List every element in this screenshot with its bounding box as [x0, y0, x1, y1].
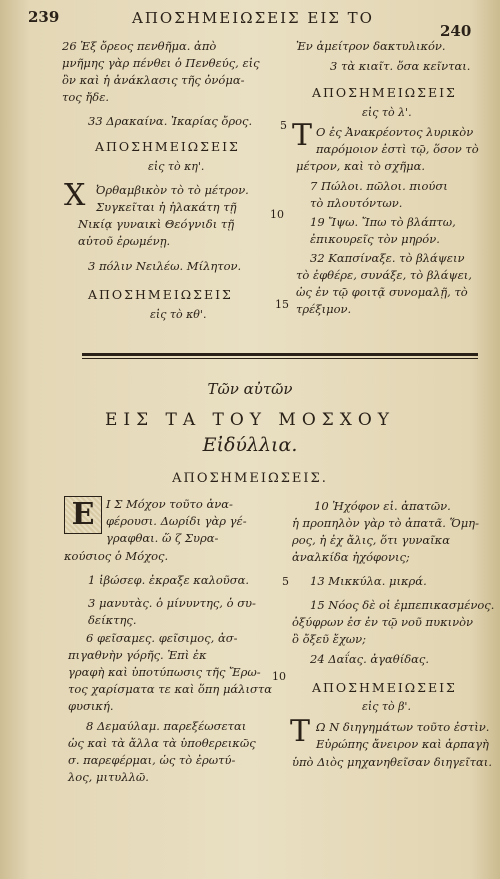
note-intro-lines: Ὀρθαμβικὸν τὸ τὸ μέτρον. Συγκεῖται ἡ ἠλακάτη τῇ	[96, 183, 249, 214]
section-heading: ΑΠΟΣΗΜΕΙΩΣΕΙΣ.	[172, 471, 328, 486]
section-heading: ΑΠΟΣΗΜΕΙΩΣΕΙΣ	[95, 139, 240, 154]
note-intro-cont: κούσιος ὁ Μόχος.	[64, 549, 169, 563]
note-3: 3 μανυτὰς. ὁ μίνυντης, ὁ συ- δείκτης.	[88, 596, 256, 627]
section-subheading: εἰς τὸ β'.	[362, 700, 411, 713]
note-15: 15 Νόος δὲ οἱ ἐμπεπικασμένος. ὀξύφρων ἐσ ἐν τῷ νοῦ πυκινὸν ὃ ὄξεῦ ἔχων;	[292, 598, 495, 646]
note-1: 1 ἰβώσεφ. ἐκραξε καλοῦσα.	[88, 573, 250, 587]
note-intro-right-cont: μέτρον, καὶ τὸ σχῆμα.	[296, 159, 426, 173]
note-intro-lines: Ι Σ Μόχον τοῦτο ἀνα- φέρουσι. Δωρίδι γὰρ γέ- γραφθαι. ὥ ζ Συρα-	[106, 497, 247, 545]
note-line: Ἐν ἀμείτρον δακτυλικόν.	[296, 39, 446, 53]
note-13: 13 Μικκύλα. μικρά.	[310, 574, 427, 588]
drop-cap: Τ	[292, 118, 313, 153]
note-intro-cont: Νικίᾳ γυναικὶ Θεόγνιδι τῇ αὐτοῦ ἐρωμένῃ.	[78, 217, 235, 248]
drop-cap: Τ	[290, 714, 311, 749]
note-intro-right: Ο ἐς Ἀνακρέοντος λυρικὸν παρόμοιον ἐστὶ τῷ, ὅσον τὸ	[316, 125, 479, 156]
running-head: ΑΠΟΣΗΜΕΙΩΣΕΙΣ ΕΙΣ ΤΟ	[132, 9, 374, 27]
section-label: Τῶν αὐτῶν	[207, 380, 293, 398]
separator-rule	[82, 358, 478, 359]
drop-cap: Χ	[64, 178, 86, 213]
note-24: 24 Δαΐας. ἀγαθίδας.	[310, 652, 430, 666]
section-subheading: εἰς τὸ κη'.	[148, 160, 205, 173]
note-7: 7 Πώλοι. πῶλοι. πιούσι τὸ πλουτόντων.	[310, 179, 448, 210]
note-3: 3 πόλιν Νειλέω. Μίλητον.	[88, 259, 242, 273]
note-32: 32 Καπσίναξε. τὸ βλάψειν τὸ ἐφθέρε, συνάξε, τὸ βλάψει, ὡς ἐν τῷ φοιτᾷ συνομαλῇ, τὸ τρέξιμον.	[296, 251, 472, 316]
section-title: ΕΙΣ ΤΑ ΤΟΥ ΜΟΣΧΟΥ	[104, 410, 396, 430]
section-heading: ΑΠΟΣΗΜΕΙΩΣΕΙΣ	[312, 680, 457, 695]
note-26: 26 Ἐξ ὄρεος πενθῆμα. ἀπὸ μνῆμης γὰρ πένθει ὁ Πενθεύς, εἰς ὃν καὶ ἡ ἀνάκλασις τῆς ὀνόμα- τος ἤδε.	[62, 39, 260, 104]
note-8: 8 Δεμαύλαμ. παρεξέωσεται ὡς καὶ τὰ ἄλλα τὰ ὑποθερεικῶς σ. παρεφέρμαι, ὡς τὸ ἐρωτύ- λος, μιτυλλῶ.	[68, 719, 256, 784]
note-intro-cont: ὑπὸ Διὸς μηχανηθεῖσαν διηγεῖται.	[292, 755, 492, 769]
ornamental-drop-cap: Ε	[64, 496, 102, 534]
page-number-left: 239	[28, 8, 60, 26]
section-heading: ΑΠΟΣΗΜΕΙΩΣΕΙΣ	[312, 85, 457, 100]
section-subheading: εἰς τὸ κθ'.	[150, 308, 207, 321]
line-number: 5	[282, 575, 289, 588]
section-subheading: εἰς τὸ λ'.	[362, 106, 412, 119]
section-subtitle: Εἰδύλλια.	[202, 434, 298, 456]
note-10: 10 Ἠχόφον εἰ. ἀπατῶν. ἡ προπηλὸν γὰρ τὸ ἀπατᾶ. Ὅμη- ρος, ἡ ἐχ ἄλις, ὅτι γυναῖκα ἀναλκίδα ἠχόφονις;	[292, 499, 479, 564]
line-number: 5	[280, 119, 287, 132]
note-19: 19 Ἴψω. Ἴπω τὸ βλάπτω, ἐπικουρεῖς τὸν μηρόν.	[310, 215, 456, 246]
line-number: 10	[270, 208, 284, 221]
line-number: 15	[275, 298, 289, 311]
page-number-right: 240	[440, 22, 472, 40]
section-heading: ΑΠΟΣΗΜΕΙΩΣΕΙΣ	[88, 287, 233, 302]
note-3-right: 3 τὰ κιαῖτ. ὅσα κεῖνται.	[330, 59, 471, 73]
line-number: 10	[272, 670, 286, 683]
note-33: 33 Δρακαίνα. Ἰκαρίας ὄρος.	[88, 114, 253, 128]
separator-rule	[82, 353, 478, 356]
note-intro-lines: Ω Ν διηγημάτων τοῦτο ἐστὶν. Εὐρώπης ἄνειρον καὶ ἁρπαγὴ	[316, 720, 490, 751]
note-6: 6 φεῖσαμες. φεῖσιμος, ἀσ- πιγαθνὴν γόρῆς. Ἐπὶ ἐκ γραφὴ καὶ ὑποτύπωσις τῆς Ἔρω- τος χαρίσματα τε καὶ ὅπη μάλιστα φυσική.	[68, 631, 272, 713]
